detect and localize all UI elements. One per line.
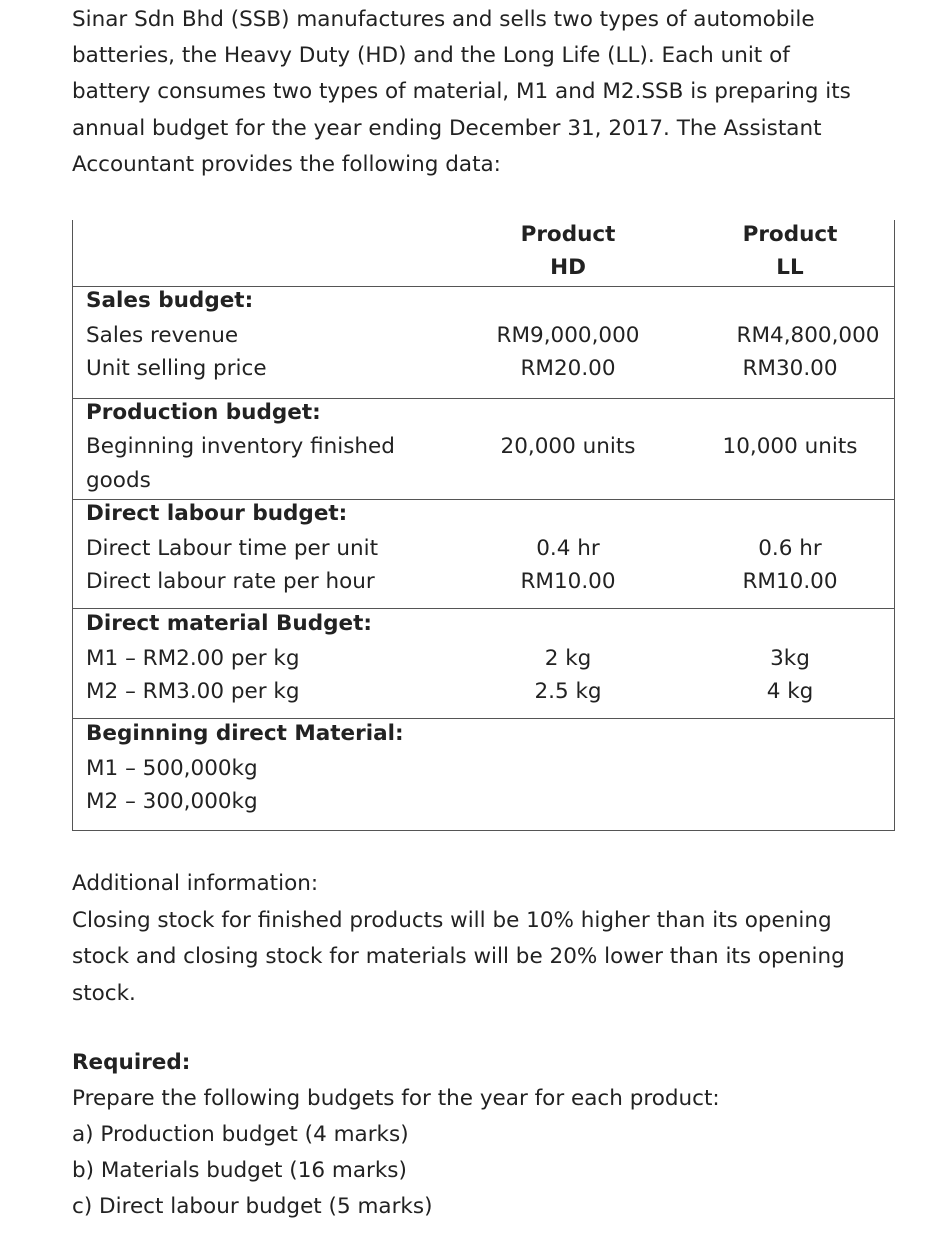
labour-rate-label: Direct labour rate per hour	[86, 569, 375, 594]
sales-revenue-hd: RM9,000,000	[496, 323, 640, 348]
additional-line: stock.	[72, 980, 136, 1006]
m1-price-label: M1 – RM2.00 per kg	[86, 646, 300, 671]
required-item: a) Production budget (4 marks)	[72, 1122, 409, 1147]
labour-budget-title: Direct labour budget:	[86, 501, 348, 526]
intro-line: batteries, the Heavy Duty (HD) and the Long Life (LL). Each unit of	[72, 43, 790, 69]
unit-price-label: Unit selling price	[86, 356, 267, 381]
sales-budget-title: Sales budget:	[86, 288, 254, 313]
sales-revenue-label: Sales revenue	[86, 323, 239, 348]
intro-line: Accountant provides the following data:	[72, 151, 501, 177]
unit-price-ll: RM30.00	[742, 356, 838, 381]
m2-price-label: M2 – RM3.00 per kg	[86, 679, 300, 704]
labour-rate-ll: RM10.00	[742, 569, 838, 594]
table-divider	[72, 608, 895, 609]
beginning-inventory-hd: 20,000 units	[500, 434, 636, 459]
header-ll-line1: Product	[742, 222, 838, 247]
table-bottom-border	[72, 830, 895, 831]
header-ll-line2: LL	[776, 255, 804, 280]
m2-qty-ll: 4 kg	[766, 679, 814, 704]
table-divider	[72, 499, 895, 500]
m1-qty-hd: 2 kg	[544, 646, 592, 671]
production-budget-title: Production budget:	[86, 400, 321, 425]
required-section	[72, 1045, 902, 1225]
unit-price-hd: RM20.00	[520, 356, 616, 381]
required-heading: Required:	[72, 1050, 191, 1075]
table-divider	[72, 286, 895, 287]
additional-line: stock and closing stock for materials will be 20% lower than its opening	[72, 944, 845, 969]
table-divider	[72, 718, 895, 719]
required-item: b) Materials budget (16 marks)	[72, 1158, 407, 1183]
m2-qty-hd: 2.5 kg	[534, 679, 602, 704]
beginning-inventory-label: Beginning inventory finished	[86, 434, 395, 459]
header-hd-line2: HD	[550, 255, 586, 280]
beginning-inventory-label-cont: goods	[86, 468, 151, 493]
table-right-border	[894, 220, 895, 831]
labour-time-hd: 0.4 hr	[536, 536, 600, 561]
beginning-material-m2: M2 – 300,000kg	[86, 789, 258, 814]
material-budget-title: Direct material Budget:	[86, 611, 372, 636]
labour-time-label: Direct Labour time per unit	[86, 536, 379, 561]
intro-line: annual budget for the year ending December 31, 2017. The Assistant	[72, 115, 822, 141]
additional-line: Closing stock for finished products will be 10% higher than its opening	[72, 907, 832, 933]
additional-information	[72, 866, 902, 1012]
intro-paragraph	[72, 2, 902, 183]
labour-time-ll: 0.6 hr	[758, 536, 822, 561]
table-left-border	[72, 220, 73, 831]
header-hd-line1: Product	[520, 222, 616, 247]
intro-line: battery consumes two types of material, M1 and M2.SSB is preparing its	[72, 79, 851, 105]
required-item: c) Direct labour budget (5 marks)	[72, 1194, 433, 1219]
required-instruction: Prepare the following budgets for the year for each product:	[72, 1086, 720, 1111]
table-divider	[72, 398, 895, 399]
labour-rate-hd: RM10.00	[520, 569, 616, 594]
beginning-inventory-ll: 10,000 units	[722, 434, 858, 459]
intro-line: Sinar Sdn Bhd (SSB) manufactures and sells two types of automobile	[72, 7, 815, 32]
m1-qty-ll: 3kg	[770, 646, 810, 671]
sales-revenue-ll: RM4,800,000	[736, 323, 880, 348]
beginning-material-m1: M1 – 500,000kg	[86, 756, 258, 781]
beginning-material-title: Beginning direct Material:	[86, 721, 404, 746]
additional-heading: Additional information:	[72, 871, 319, 896]
